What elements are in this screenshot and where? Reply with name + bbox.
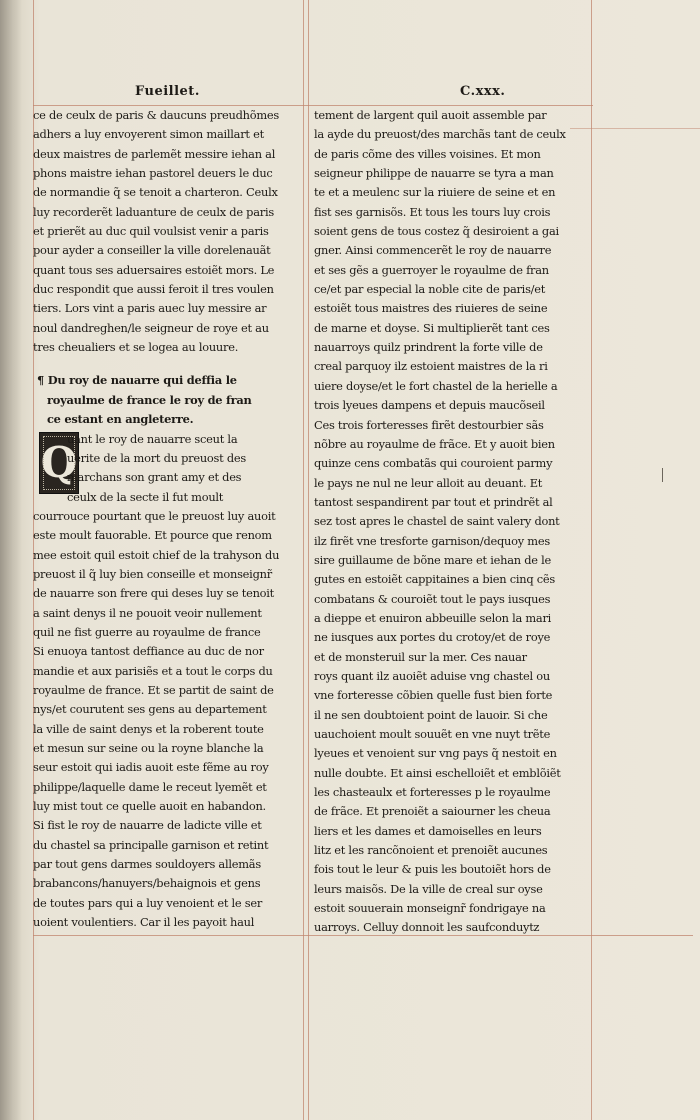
folio-number: C.xxx.	[460, 84, 506, 99]
text-line: sez tost apres le chastel de saint valery dont	[314, 514, 560, 529]
text-line: soient gens de tous costez q̃ desiroient a gai	[314, 224, 559, 239]
text-line: gner. Ainsi commencerẽt le roy de nauarre	[314, 243, 552, 258]
text-line: et ses gẽs a guerroyer le royaulme de fran	[314, 262, 549, 277]
text-line: noul dandreghen/le seigneur de roye et au	[33, 320, 269, 335]
text-line: seigneur philippe de nauarre se tyra a man	[314, 166, 554, 181]
left-text-column	[33, 106, 303, 932]
text-line: tres cheualiers et se logea au louure.	[33, 340, 239, 355]
text-line: estoiẽt tous maistres des riuieres de seine	[314, 301, 548, 316]
text-line: les chasteaulx et forteresses p le royaulme	[314, 785, 551, 800]
text-line: brabancons/hanuyers/behaignois et gens	[33, 876, 261, 891]
text-line: trois lyeues dampens et depuis maucõseil	[314, 398, 545, 413]
text-line: nys/et courutent ses gens au departement	[33, 702, 267, 717]
text-line: seur estoit qui iadis auoit este fẽme au roy	[33, 760, 269, 775]
rubric-line: royaulme de france le roy de fran	[47, 392, 252, 407]
text-line: luy recorderẽt laduanture de ceulx de paris	[33, 204, 274, 219]
text-line: luy mist tout ce quelle auoit en habandon.	[33, 799, 266, 814]
text-line: par tout gens darmes souldoyers allemãs	[33, 857, 261, 872]
text-line: te et a meulenc sur la riuiere de seine et en	[314, 185, 556, 200]
text-line: fois tout le leur & puis les boutoiẽt hors de	[314, 862, 551, 877]
text-line: lyeues et venoient sur vng pays q̃ nestoit en	[314, 746, 557, 761]
right-text-column	[314, 106, 600, 938]
text-line: este moult fauorable. Et pource que renom	[33, 528, 272, 543]
text-line: uoient voulentiers. Car il les payoit haul	[33, 915, 255, 930]
text-line: preuost il q̃ luy bien conseille et monseignr̃	[33, 566, 272, 581]
text-line: quant tous ses aduersaires estoiẽt mors. Le	[33, 262, 275, 277]
text-line: pour ayder a conseiller la ville dorelenauãt	[33, 243, 271, 258]
text-line: nõbre au royaulme de frãce. Et y auoit bien	[314, 436, 555, 451]
text-line: liers et les dames et damoiselles en leurs	[314, 823, 542, 838]
text-line: ce de ceulx de paris & daucuns preudhõmes	[33, 108, 279, 122]
text-line: leurs maisõs. De la ville de creal sur oyse	[314, 881, 543, 896]
text-line: la ayde du preuost/des marchãs tant de ceulx	[314, 127, 566, 142]
binding-gutter	[0, 0, 22, 1120]
margin-mark	[662, 468, 663, 482]
margin-rule	[308, 0, 309, 1120]
text-line: adhers a luy envoyerent simon maillart et	[33, 127, 264, 142]
text-line: fist ses garnisõs. Et tous les tours luy crois	[314, 204, 551, 219]
text-line: marchans son grant amy et des	[67, 470, 242, 485]
text-line: le pays ne nul ne leur alloit au deuant. Et	[314, 475, 543, 490]
text-line: a dieppe et enuiron abbeuille selon la mari	[314, 610, 552, 625]
text-line: uiere doyse/et le fort chastel de la herielle a	[314, 378, 558, 393]
left-paragraph	[33, 106, 303, 357]
text-line: de nauarre son frere qui deses luy se tenoit	[33, 586, 274, 601]
text-line: creal parquoy ilz estoient maistres de la ri	[314, 359, 548, 374]
text-line: royaulme de france. Et se partit de saint de	[33, 682, 274, 697]
text-line: estoit souuerain monseignr̃ fondrigaye na	[314, 901, 546, 916]
text-line: vne forteresse cõbien quelle fust bien forte	[314, 688, 553, 703]
text-line: de paris cõme des villes voisines. Et mon	[314, 146, 541, 161]
text-line: litz et les rancõnoient et prenoiẽt aucunes	[314, 843, 548, 858]
text-line: philippe/laquelle dame le receut lyemẽt et	[33, 779, 267, 794]
text-line: ne iusques aux portes du crotoy/et de roye	[314, 630, 551, 645]
rubric-line: ¶ Du roy de nauarre qui deffia le	[37, 373, 237, 388]
text-line: de frãce. Et prenoiẽt a saiourner les cheua	[314, 804, 551, 819]
text-line: mandie et aux parisiẽs et a tout le corps du	[33, 663, 273, 678]
text-line: il ne sen doubtoient point de lauoir. Si che	[314, 707, 548, 722]
text-line: a saint denys il ne pouoit veoir nullement	[33, 605, 262, 620]
initial-letter: Q	[40, 438, 78, 487]
margin-rule	[303, 0, 304, 1120]
text-line: uant le roy de nauarre sceut la	[67, 431, 238, 446]
text-line: uauchoient moult souuẽt en vne nuyt trẽte	[314, 727, 551, 741]
text-line: ceulx de la secte il fut moult	[67, 489, 224, 504]
text-line: nauarroys quilz prindrent la forte ville de	[314, 340, 543, 355]
text-line: de toutes pars qui a luy venoient et le ser	[33, 895, 263, 910]
text-line: de marne et doyse. Si multiplierẽt tant ces	[314, 320, 550, 335]
text-line: uerite de la mort du preuost des	[67, 450, 246, 465]
text-line: Si fist le roy de nauarre de ladicte ville et	[33, 818, 262, 833]
text-line: quil ne fist guerre au royaulme de france	[33, 624, 261, 639]
rubric-line: ce estant en angleterre.	[47, 412, 194, 427]
text-line: ilz firẽt vne tresforte garnison/dequoy mes	[314, 533, 550, 548]
left-chapter-text	[33, 430, 303, 933]
text-line: combatans & couroiẽt tout le pays iusques	[314, 591, 551, 606]
text-line: duc respondit que aussi feroit il tres voulen	[33, 282, 274, 297]
text-line: uarroys. Celluy donnoit les saufconduytz	[314, 920, 540, 935]
text-line: phons maistre iehan pastorel deuers le duc	[33, 166, 273, 181]
text-line: quinze cens combatãs qui couroient parmy	[314, 456, 553, 471]
spacer	[33, 357, 303, 371]
text-line: deux maistres de parlemẽt messire iehan al	[33, 146, 276, 161]
text-line: ce/et par especial la noble cite de paris/et	[314, 282, 546, 297]
text-line: tantost sespandirent par tout et prindrẽt al	[314, 494, 553, 509]
text-line: courrouce pourtant que le preuost luy auoit	[33, 508, 276, 523]
text-line: la ville de saint denys et la roberent toute	[33, 721, 264, 736]
text-line: tiers. Lors vint a paris auec luy messire ar	[33, 301, 267, 316]
text-line: Ces trois forteresses firẽt destourbier sãs	[314, 417, 544, 432]
text-line: mee estoit quil estoit chief de la trahyson du	[33, 547, 280, 562]
text-line: sire guillaume de bõne mare et iehan de le	[314, 552, 551, 567]
text-line: et mesun sur seine ou la royne blanche la	[33, 741, 264, 755]
text-line: Si enuoya tantost deffiance au duc de nor	[33, 644, 264, 659]
text-line: et de monsteruil sur la mer. Ces nauar	[314, 649, 527, 664]
text-line: nulle doubte. Et ainsi eschelloiẽt et emblõiẽt	[314, 765, 561, 780]
right-chapter-text	[314, 106, 600, 938]
text-line: et prierẽt au duc quil voulsist venir a paris	[33, 224, 269, 239]
text-line: roys quant ilz auoiẽt aduise vng chastel ou	[314, 668, 550, 683]
text-line: de normandie q̃ se tenoit a charteron. Ceulx	[33, 185, 278, 200]
text-line: tement de largent quil auoit assemble par	[314, 108, 547, 122]
text-line: du chastel sa principalle garnison et retint	[33, 837, 269, 852]
chapter-rubric	[33, 371, 303, 429]
running-header-left: Fueillet.	[135, 84, 200, 99]
text-line: gutes en estoiẽt cappitaines a bien cinq cẽs	[314, 572, 555, 587]
